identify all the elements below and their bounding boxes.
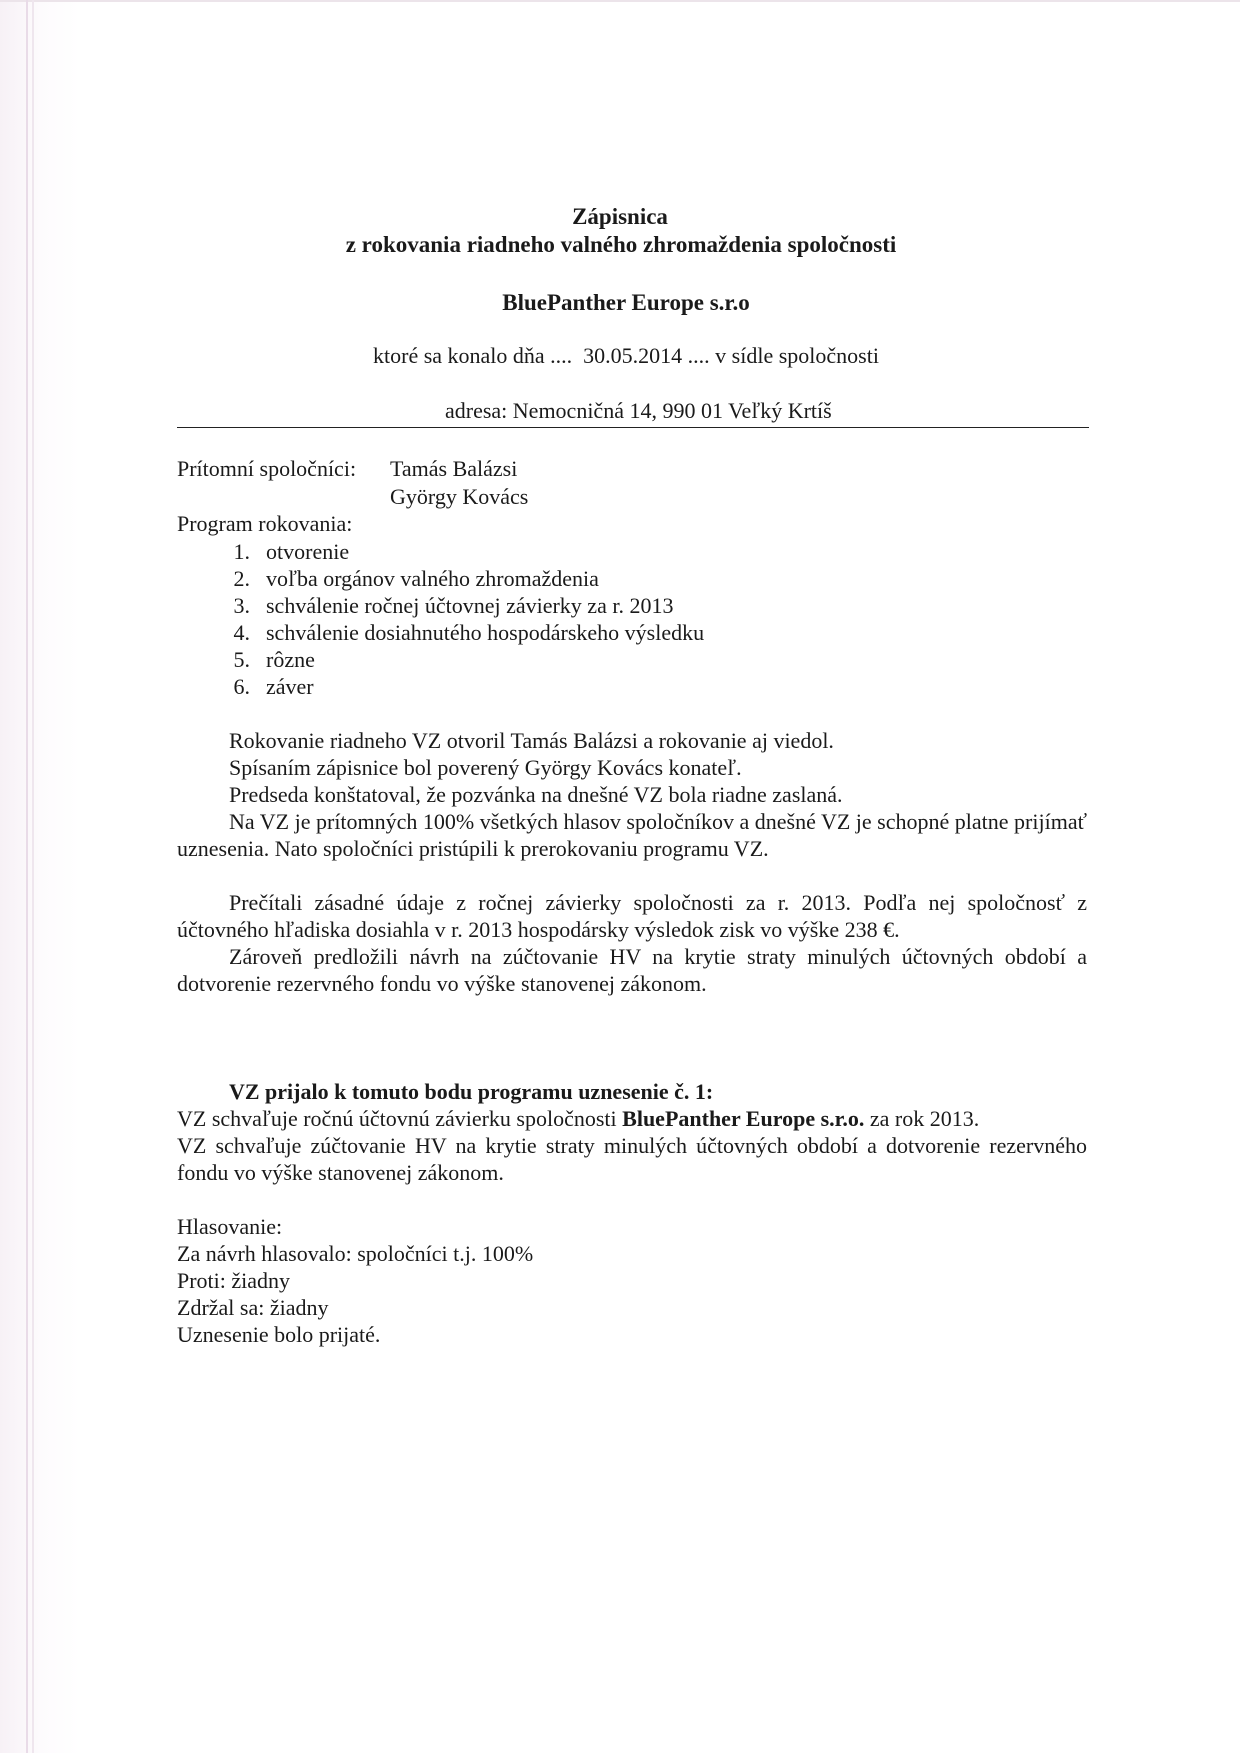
document-title: Zápisnica — [572, 204, 668, 229]
agenda-item-text: schválenie dosiahnutého hospodárskeho výsledku — [266, 620, 705, 645]
agenda-item-number: 3. — [233, 593, 250, 618]
company-name: BluePanther Europe s.r.o — [502, 290, 750, 315]
agenda-item-text: schválenie ročnej účtovnej závierky za r. 2013 — [266, 593, 674, 618]
resolution-heading: VZ prijalo k tomuto bodu programu uznesenie č. 1: — [229, 1079, 714, 1104]
agenda-item-number: 4. — [233, 620, 250, 645]
voting-label: Hlasovanie: — [177, 1214, 283, 1239]
minutes-invitation: Predseda konštatoval, že pozvánka na dnešné VZ bola riadne zaslaná. — [229, 782, 843, 807]
agenda-item-number: 2. — [233, 566, 250, 591]
agenda-item-text: záver — [266, 674, 314, 699]
resolution-line-2: VZ schvaľuje zúčtovanie HV na krytie straty minulých účtovných období a dotvorenie rezervného fondu vo výške stanovenej zákonom. — [177, 1133, 1087, 1185]
agenda-item-text: voľba orgánov valného zhromaždenia — [266, 566, 599, 591]
voting-against: Proti: žiadny — [177, 1268, 291, 1293]
voting-result: Uznesenie bolo prijaté. — [177, 1322, 381, 1347]
attendance-label: Prítomní spoločníci: — [177, 456, 357, 481]
resolution-company: BluePanther Europe s.r.o. — [622, 1106, 865, 1131]
agenda-item-number: 6. — [233, 674, 250, 699]
document-subtitle: z rokovania riadneho valného zhromaždenia spoločnosti — [345, 232, 897, 257]
minutes-quorum: Na VZ je prítomných 100% všetkých hlasov spoločníkov a dnešné VZ je schopné platne prijímať uznesenia. Nato spoločníci pristúpili k prerokovaniu programu VZ. — [177, 809, 1087, 861]
resolution-line-1 — [177, 1105, 1087, 1132]
minutes-recorder: Spísaním zápisnice bol poverený György Kovács konateľ. — [229, 755, 742, 780]
agenda-item-number: 1. — [233, 539, 250, 564]
resolution-text: za rok 2013. — [864, 1106, 980, 1131]
minutes-financials: Prečítali zásadné údaje z ročnej závierky spoločnosti za r. 2013. Podľa nej spoločnosť z účtovného hľadiska dosiahla v r. 2013 hospodársky výsledok zisk vo výške 238 €. — [177, 890, 1087, 942]
header-divider — [177, 427, 1089, 428]
agenda-item-text: otvorenie — [266, 539, 350, 564]
minutes-opening: Rokovanie riadneho VZ otvoril Tamás Balázsi a rokovanie aj viedol. — [229, 728, 834, 753]
partner-name: György Kovács — [390, 484, 529, 509]
meeting-date-line: ktoré sa konalo dňa .... 30.05.2014 .... v sídle spoločnosti — [373, 343, 879, 368]
voting-for: Za návrh hlasovalo: spoločníci t.j. 100% — [177, 1241, 534, 1266]
partner-name: Tamás Balázsi — [390, 456, 518, 481]
minutes-proposal: Zároveň predložili návrh na zúčtovanie HV na krytie straty minulých účtovných období a dotvorenie rezervného fondu vo výške stanovenej zákonom. — [177, 944, 1087, 996]
scan-edge-top — [0, 0, 1240, 2]
scan-edge-left — [26, 0, 28, 1753]
program-label: Program rokovania: — [177, 511, 353, 536]
resolution-text: VZ schvaľuje ročnú účtovnú závierku spoločnosti — [177, 1106, 623, 1131]
meeting-address: adresa: Nemocničná 14, 990 01 Veľký Krtíš — [445, 398, 832, 423]
voting-abstain: Zdržal sa: žiadny — [177, 1295, 329, 1320]
agenda-item-text: rôzne — [266, 647, 315, 672]
agenda-item-number: 5. — [233, 647, 250, 672]
scan-edge-left-inner — [32, 0, 34, 1753]
